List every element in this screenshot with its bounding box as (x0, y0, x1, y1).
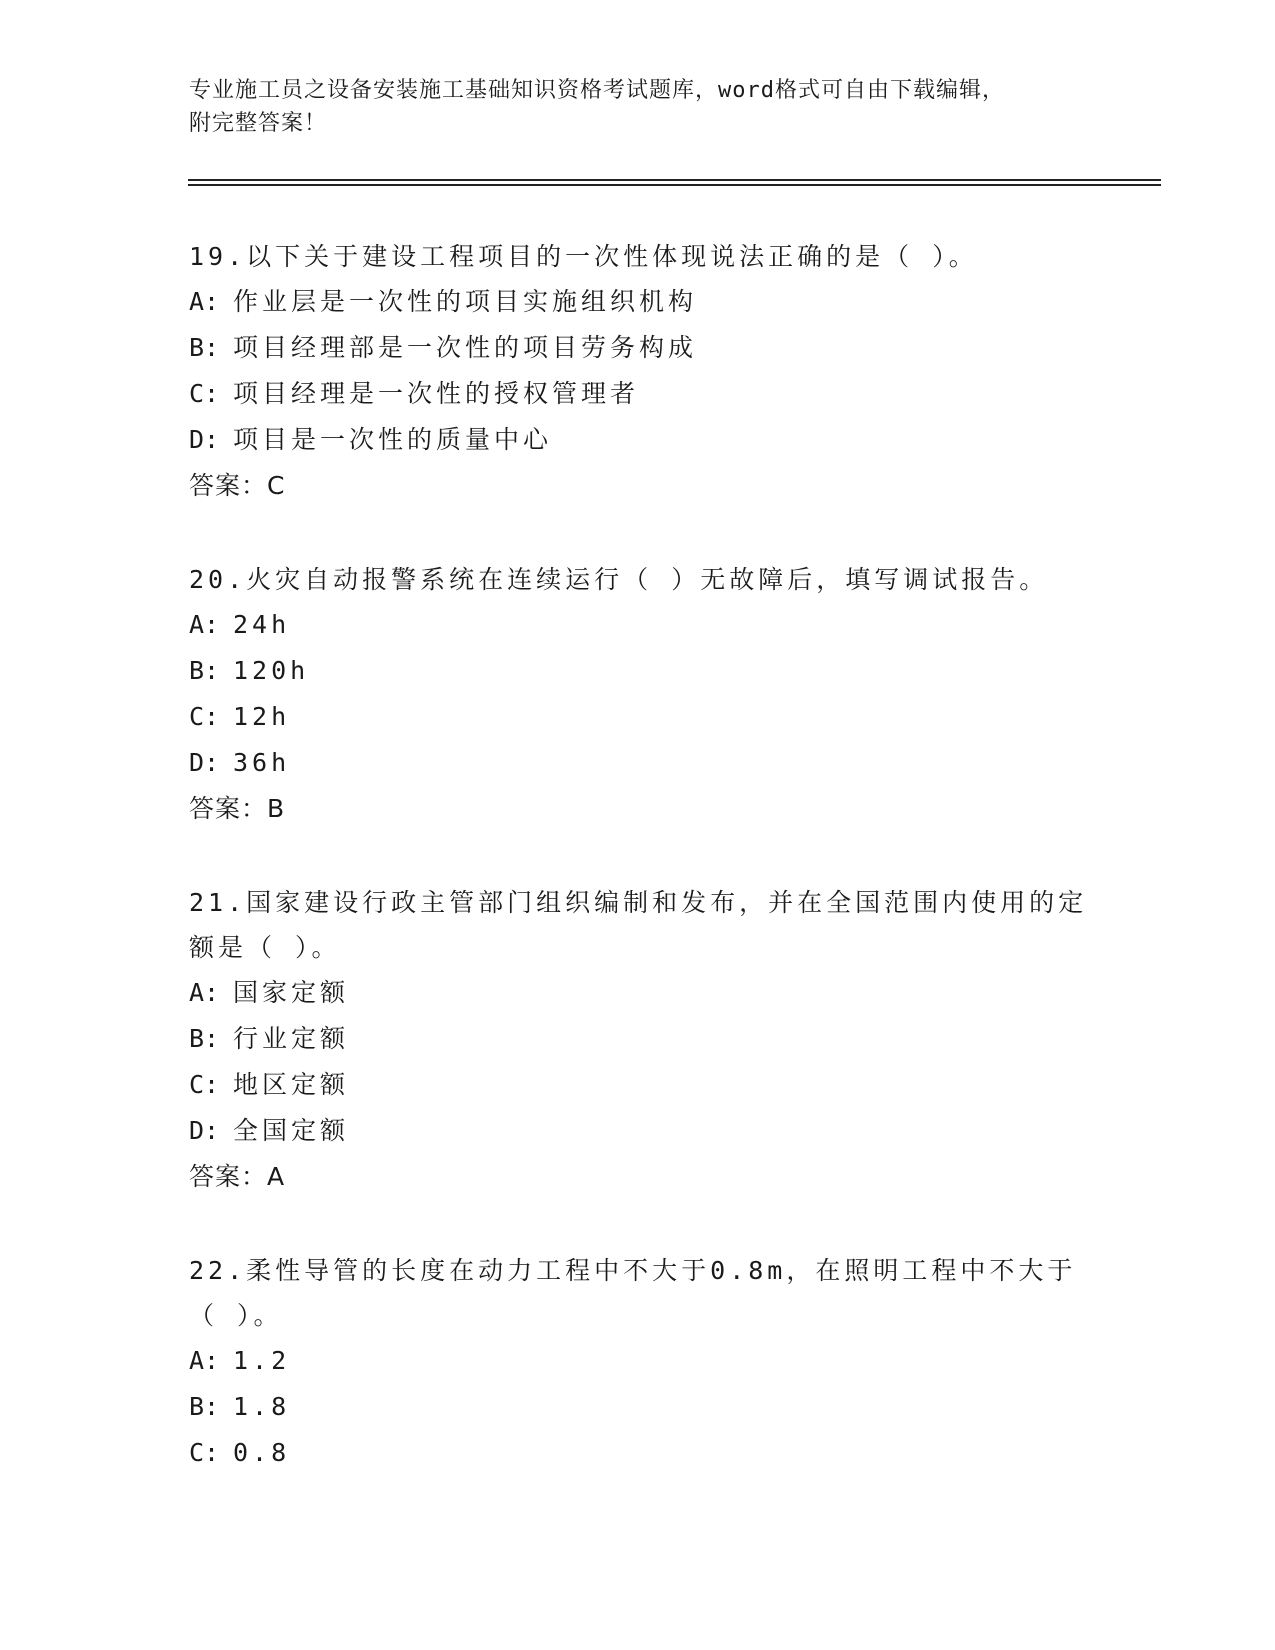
option-text: 0.8 (233, 1438, 291, 1467)
question-20 (189, 557, 1089, 832)
option-text: 全国定额 (233, 1116, 350, 1145)
option-text: 12h (233, 702, 291, 731)
header-divider-top (188, 179, 1161, 181)
option-d (189, 1108, 1089, 1154)
option-c (189, 371, 1089, 417)
option-text: 地区定额 (233, 1070, 350, 1099)
option-key: B: (189, 1024, 220, 1053)
option-text: 24h (233, 610, 291, 639)
option-key: C: (189, 379, 220, 408)
option-b (189, 325, 1089, 371)
header-line-1: 专业施工员之设备安装施工基础知识资格考试题库，word格式可自由下载编辑， (189, 78, 1005, 103)
answer: 答案：C (189, 471, 286, 500)
option-text: 项目经理部是一次性的项目劳务构成 (233, 333, 698, 362)
option-text: 36h (233, 748, 291, 777)
option-text: 项目是一次性的质量中心 (233, 425, 553, 454)
option-text: 国家定额 (233, 978, 350, 1007)
option-d (189, 740, 1089, 786)
option-b (189, 1016, 1089, 1062)
document-header (189, 74, 1089, 140)
option-text: 1.8 (233, 1392, 291, 1421)
option-a (189, 1338, 1089, 1384)
option-a (189, 970, 1089, 1016)
option-d (189, 417, 1089, 463)
option-a (189, 279, 1089, 325)
question-19 (189, 234, 1089, 509)
answer: 答案：B (189, 794, 286, 823)
option-text: 行业定额 (233, 1024, 350, 1053)
option-key: D: (189, 748, 220, 777)
answer: 答案：A (189, 1162, 286, 1191)
option-b (189, 1384, 1089, 1430)
option-text: 120h (233, 656, 310, 685)
option-key: B: (189, 1392, 220, 1421)
option-key: A: (189, 610, 220, 639)
option-text: 项目经理是一次性的授权管理者 (233, 379, 640, 408)
option-a (189, 602, 1089, 648)
option-b (189, 648, 1089, 694)
option-text: 1.2 (233, 1346, 291, 1375)
option-key: C: (189, 1438, 220, 1467)
option-key: B: (189, 333, 220, 362)
option-text: 作业层是一次性的项目实施组织机构 (233, 287, 698, 316)
option-key: A: (189, 978, 220, 1007)
question-text: 20.火灾自动报警系统在连续运行（ ）无故障后，填写调试报告。 (189, 565, 1049, 594)
option-key: C: (189, 1070, 220, 1099)
question-text: 21.国家建设行政主管部门组织编制和发布，并在全国范围内使用的定额是（ ）。 (189, 888, 1088, 962)
question-21 (189, 880, 1089, 1200)
option-key: B: (189, 656, 220, 685)
option-c (189, 1062, 1089, 1108)
question-list (189, 234, 1089, 1524)
option-key: D: (189, 1116, 220, 1145)
header-divider-bottom (188, 184, 1161, 186)
question-text: 22.柔性导管的长度在动力工程中不大于0.8m，在照明工程中不大于（ ）。 (189, 1256, 1077, 1330)
header-line-2: 附完整答案！ (189, 111, 328, 136)
question-text: 19.以下关于建设工程项目的一次性体现说法正确的是（ ）。 (189, 242, 978, 271)
option-key: A: (189, 1346, 220, 1375)
option-key: D: (189, 425, 220, 454)
option-c (189, 1430, 1089, 1476)
option-c (189, 694, 1089, 740)
option-key: A: (189, 287, 220, 316)
option-key: C: (189, 702, 220, 731)
question-22 (189, 1248, 1089, 1476)
